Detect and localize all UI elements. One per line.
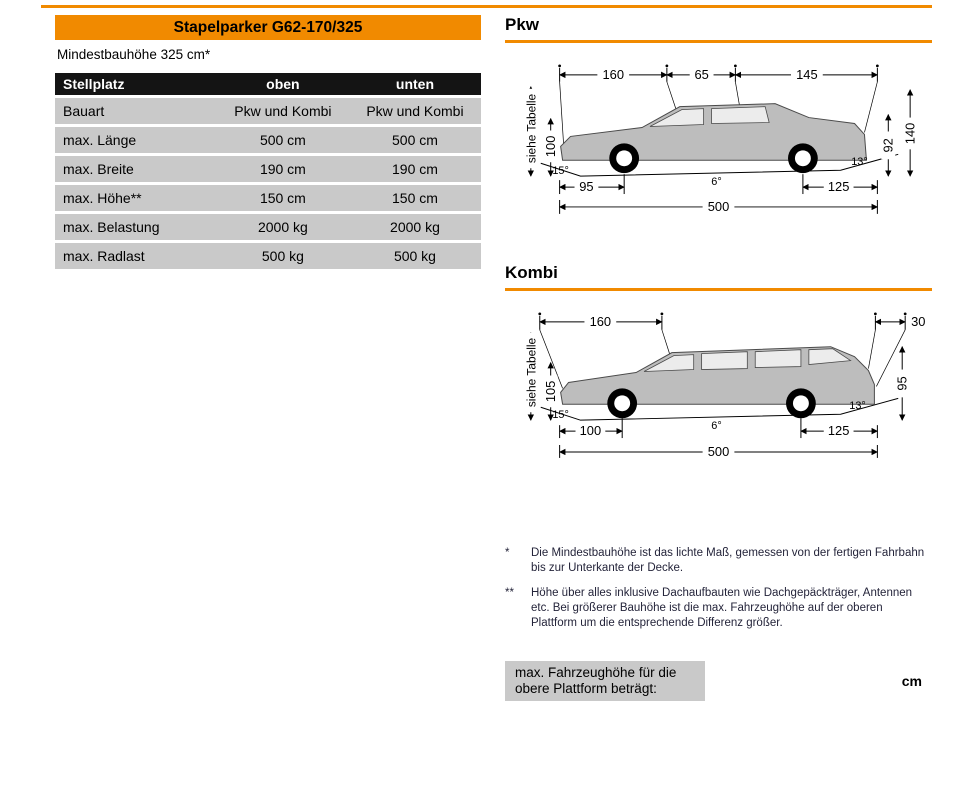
pkw-diagram xyxy=(505,57,932,231)
fahrzeughoehe-input[interactable] xyxy=(705,661,902,701)
height-form xyxy=(505,661,932,701)
diagram-column xyxy=(505,15,932,701)
height-input-field[interactable] xyxy=(705,661,932,701)
footnote-1-text: Die Mindestbauhöhe ist das lichte Maß, gemessen von der fertigen Fahrbahn bis zur Unterkante der Decke. xyxy=(531,546,925,574)
col-header-unten: unten xyxy=(349,73,481,95)
unit-label: cm xyxy=(901,673,922,690)
row-value-unten: 2000 kg xyxy=(349,214,481,240)
kombi-dim-bottom-right: 125 xyxy=(827,422,850,438)
row-label: max. Länge xyxy=(55,127,217,153)
kombi-dim-right-outer: 95 xyxy=(894,376,910,391)
pkw-angle-right: 13° xyxy=(851,156,868,169)
pkw-dim-top1: 160 xyxy=(602,66,625,82)
row-value-unten: Pkw und Kombi xyxy=(349,98,481,124)
footnote-1 xyxy=(505,546,932,576)
row-value-unten: 190 cm xyxy=(349,156,481,182)
col-header-stellplatz: Stellplatz xyxy=(55,73,217,95)
row-value-oben: 150 cm xyxy=(217,185,349,211)
pkw-dim-right-outer: 140 xyxy=(902,122,918,145)
kombi-angle-right: 13° xyxy=(849,400,866,413)
row-value-unten: 150 cm xyxy=(349,185,481,211)
kombi-angle-mid: 6° xyxy=(711,419,722,432)
row-value-oben: 500 cm xyxy=(217,127,349,153)
kombi-dim-bottom-left: 100 xyxy=(579,422,602,438)
pkw-rear-hub xyxy=(795,150,811,166)
kombi-dim-top2: 30 xyxy=(911,313,926,329)
height-form-label: max. Fahrzeughöhe für die obere Plattform beträgt: xyxy=(515,664,677,697)
kombi-dim-top1: 160 xyxy=(589,313,612,329)
pkw-dim-top2: 65 xyxy=(694,66,709,82)
kombi-side-window-1 xyxy=(702,351,748,369)
subtitle: Mindestbauhöhe 325 cm* xyxy=(57,47,211,62)
row-label: Bauart xyxy=(55,98,217,124)
footnote-2-text: Höhe über alles inklusive Dachaufbauten wie Dachgepäckträger, Antennen etc. Bei größerer Bauhöhe ist die max. Fahrzeughöhe auf der oberen Plattform um die entsprechende Differenz größer. xyxy=(531,586,913,630)
spec-column xyxy=(55,15,481,701)
row-value-unten: 500 cm xyxy=(349,127,481,153)
row-value-oben: 2000 kg xyxy=(217,214,349,240)
row-label: max. Radlast xyxy=(55,243,217,269)
kombi-side-window-2 xyxy=(755,349,801,367)
pkw-front-hub xyxy=(616,150,632,166)
kombi-dim-total: 500 xyxy=(707,443,730,459)
pkw-dim-right-inner: 92 xyxy=(880,138,896,153)
pkw-dim-left-height: 100 xyxy=(543,135,559,158)
pkw-side-window xyxy=(712,107,770,124)
kombi-front-hub xyxy=(614,395,630,411)
top-rule xyxy=(41,5,932,8)
pkw-dim-siehe-tabelle: siehe Tabelle xyxy=(524,93,539,164)
pkw-dim-total: 500 xyxy=(707,198,730,214)
pkw-heading: Pkw xyxy=(505,15,540,34)
kombi-heading: Kombi xyxy=(505,262,558,282)
row-value-oben: Pkw und Kombi xyxy=(217,98,349,124)
pkw-dim-bottom-right: 125 xyxy=(827,179,850,195)
pkw-angle-mid: 6° xyxy=(711,176,722,189)
table-row xyxy=(55,156,481,182)
pkw-angle-left: 15° xyxy=(552,165,569,178)
table-row xyxy=(55,243,481,269)
table-header-row xyxy=(55,73,481,95)
row-value-oben: 500 kg xyxy=(217,243,349,269)
kombi-dim-left-height: 105 xyxy=(543,380,559,402)
kombi-dim-siehe-tabelle: siehe Tabelle xyxy=(524,337,539,407)
footnote-2 xyxy=(505,586,932,632)
footnote-1-marker: * xyxy=(505,546,510,559)
kombi-rule xyxy=(505,288,932,291)
spec-table xyxy=(55,70,481,272)
row-label: max. Belastung xyxy=(55,214,217,240)
kombi-rear-hub xyxy=(793,395,809,411)
table-row xyxy=(55,185,481,211)
kombi-angle-left: 15° xyxy=(552,408,569,421)
row-value-unten: 500 kg xyxy=(349,243,481,269)
page-title: Stapelparker G62-170/325 xyxy=(55,15,481,40)
row-value-oben: 190 cm xyxy=(217,156,349,182)
row-label: max. Breite xyxy=(55,156,217,182)
pkw-dim-bottom-left: 95 xyxy=(579,179,594,195)
pkw-section-head xyxy=(505,15,932,43)
pkw-dim-top3: 145 xyxy=(796,66,818,82)
row-label: max. Höhe** xyxy=(55,185,217,211)
footnote-2-marker: ** xyxy=(505,586,514,599)
table-row xyxy=(55,214,481,240)
kombi-section-head xyxy=(505,263,932,291)
table-row xyxy=(55,98,481,124)
table-row xyxy=(55,127,481,153)
col-header-oben: oben xyxy=(217,73,349,95)
kombi-diagram xyxy=(505,305,932,466)
footnotes xyxy=(505,546,932,632)
pkw-rule xyxy=(505,40,932,43)
